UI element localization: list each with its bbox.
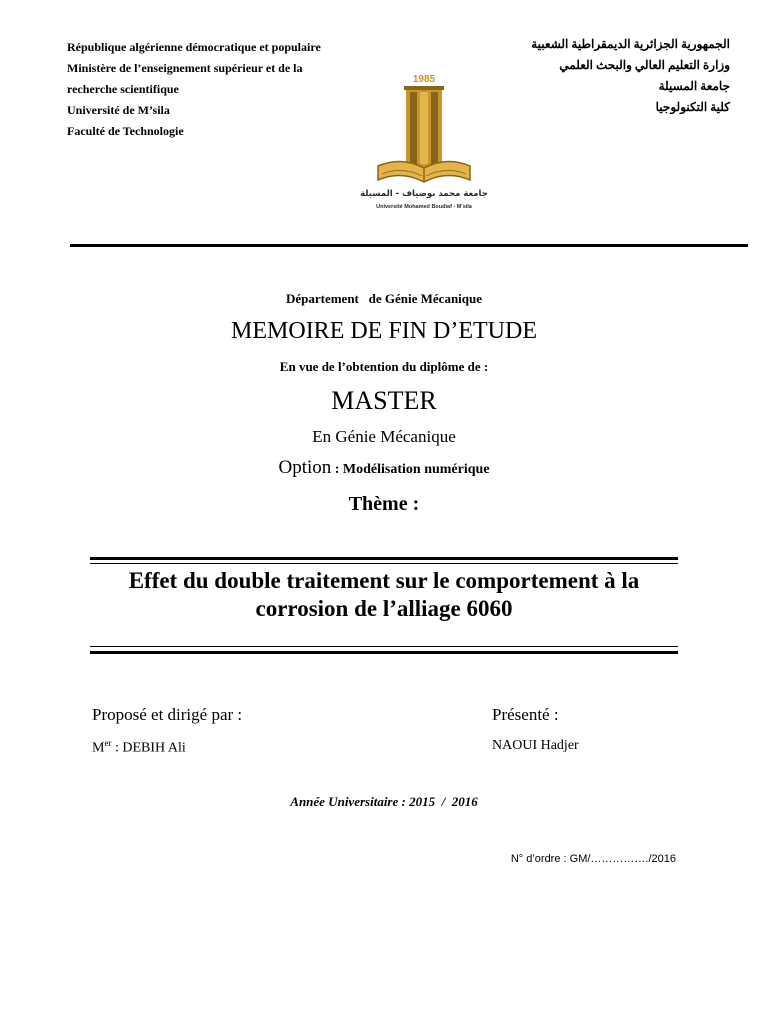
header-ar-universite: جامعة المسيلة bbox=[658, 79, 730, 93]
supervisor-name-line bbox=[92, 738, 186, 757]
theme-rule-bottom-thick bbox=[90, 651, 678, 654]
university-logo bbox=[360, 70, 488, 212]
theme-label: Thème : bbox=[348, 493, 420, 515]
university-logo-icon bbox=[360, 70, 488, 212]
theme-rule-bottom-thin bbox=[90, 646, 678, 647]
supervisor-title: M bbox=[92, 740, 105, 756]
option-value: : Modélisation numérique bbox=[331, 462, 490, 477]
header-divider bbox=[70, 244, 748, 247]
theme-title-line1: Effet du double traitement sur le comportement à la bbox=[128, 568, 640, 593]
student-heading: Présenté : bbox=[492, 705, 559, 724]
header-fr-recherche: recherche scientifique bbox=[67, 82, 179, 96]
theme-title-line2: corrosion de l’alliage 6060 bbox=[255, 596, 513, 621]
header-fr-ministere: Ministère de l’enseignement supérieur et de la bbox=[67, 61, 303, 75]
student-name: NAOUI Hadjer bbox=[492, 738, 579, 753]
theme-rule-top-thick bbox=[90, 557, 678, 560]
theme-title bbox=[0, 567, 768, 623]
header-fr-faculte: Faculté de Technologie bbox=[67, 124, 184, 138]
theme-rule-top-thin bbox=[90, 563, 678, 564]
option-line bbox=[0, 457, 768, 479]
logo-latin-name: Université Mohamed Boudiaf - M'sila bbox=[376, 204, 472, 210]
header-fr-republique: République algérienne démocratique et populaire bbox=[67, 40, 321, 54]
memoire-title: MEMOIRE DE FIN D’ETUDE bbox=[231, 318, 537, 344]
supervisor-name: : DEBIH Ali bbox=[111, 740, 186, 756]
degree-title: MASTER bbox=[331, 386, 437, 415]
option-label: Option bbox=[278, 457, 332, 478]
logo-arabic-name: جامعة محمد بوضياف - المسيلة bbox=[360, 189, 488, 199]
header-ar-faculte: كلية التكنولوجيا bbox=[655, 100, 730, 114]
speciality-line: En Génie Mécanique bbox=[312, 427, 456, 446]
supervisor-title-sup: er bbox=[104, 738, 112, 748]
header-ar-republique: الجمهورية الجزائرية الديمقراطية الشعبية bbox=[531, 37, 730, 51]
supervisor-heading: Proposé et dirigé par : bbox=[92, 705, 243, 724]
academic-year: Année Universitaire : 2015 / 2016 bbox=[290, 794, 478, 809]
order-number: N° d’ordre : GM/……………./2016 bbox=[510, 853, 676, 865]
obtention-line: En vue de l’obtention du diplôme de : bbox=[279, 359, 489, 374]
logo-year: 1985 bbox=[412, 74, 436, 85]
header-ar-ministere: وزارة التعليم العالي والبحث العلمي bbox=[559, 58, 730, 72]
header-fr-universite: Université de M’sila bbox=[67, 103, 170, 117]
department-label: Département de Génie Mécanique bbox=[285, 291, 483, 306]
